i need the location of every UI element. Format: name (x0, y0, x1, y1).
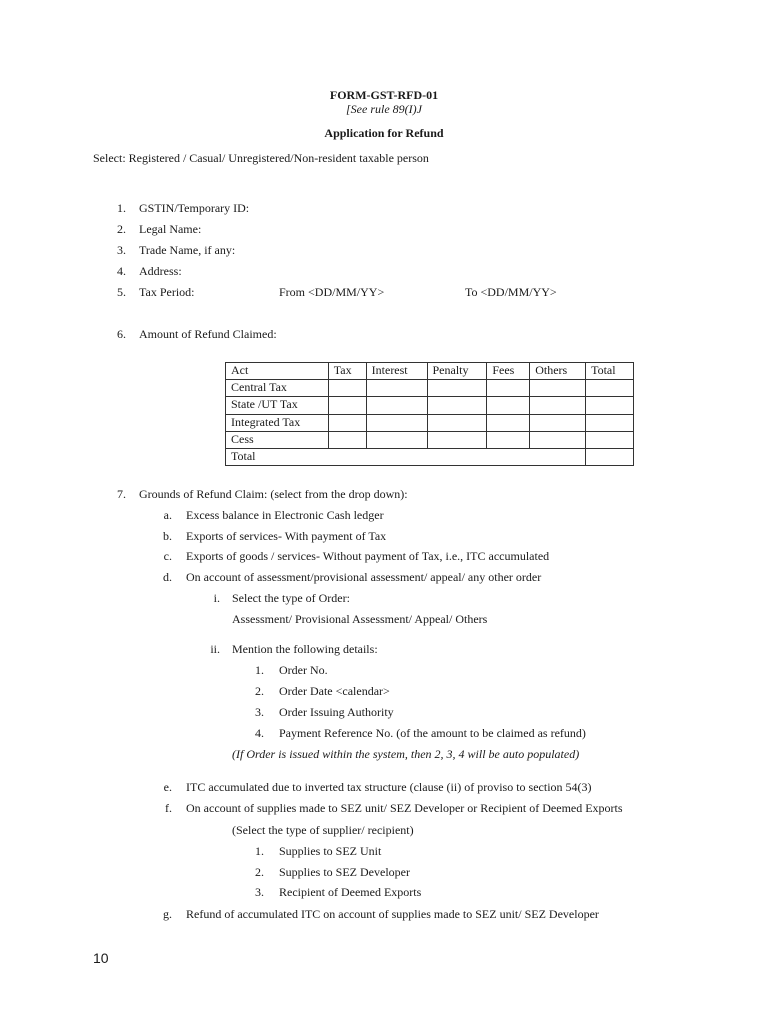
ground-option-c[interactable]: Exports of goods / services- Without payment of Tax, i.e., ITC accumulated (186, 549, 550, 563)
supplier-option-sez-developer[interactable]: Supplies to SEZ Developer (279, 865, 410, 879)
refund-claimed-label: Amount of Refund Claimed: (139, 327, 277, 341)
table-row (226, 380, 634, 397)
trade-name-label: Trade Name, if any: (139, 243, 236, 257)
list-marker: 3. (255, 885, 264, 899)
header-others: Others (530, 363, 586, 380)
tax-period-from: From <DD/MM/YY> (279, 285, 385, 299)
list-marker: ii. (210, 642, 220, 656)
table-cell[interactable] (586, 397, 634, 414)
row-label-cess: Cess (226, 431, 329, 448)
field-number: 7. (117, 487, 126, 501)
table-cell-grand-total[interactable] (586, 448, 634, 465)
order-type-label: Select the type of Order: (232, 591, 350, 605)
ground-option-f[interactable]: On account of supplies made to SEZ unit/ SEZ Developer or Recipient of Deemed Exports (186, 801, 623, 815)
legal-name-label: Legal Name: (139, 222, 202, 236)
ground-option-d[interactable]: On account of assessment/provisional assessment/ appeal/ any other order (186, 570, 542, 584)
table-total-row (226, 448, 634, 465)
table-row (226, 414, 634, 431)
tax-period-label: Tax Period: (139, 285, 195, 299)
header-interest: Interest (366, 363, 427, 380)
row-label-integrated-tax: Integrated Tax (226, 414, 329, 431)
payment-reference-label: Payment Reference No. (of the amount to be claimed as refund) (279, 726, 586, 740)
field-number: 4. (117, 264, 126, 278)
table-row (226, 431, 634, 448)
form-id: FORM-GST-RFD-01 (329, 88, 439, 102)
tax-period-to: To <DD/MM/YY> (465, 285, 557, 299)
supplier-option-deemed-exports[interactable]: Recipient of Deemed Exports (279, 885, 422, 899)
ground-option-e[interactable]: ITC accumulated due to inverted tax structure (clause (ii) of proviso to section 54(3) (186, 780, 592, 794)
table-cell[interactable] (328, 431, 366, 448)
ground-option-a[interactable]: Excess balance in Electronic Cash ledger (186, 508, 384, 522)
field-number: 1. (117, 201, 126, 215)
list-marker: a. (163, 508, 172, 522)
field-number: 5. (117, 285, 126, 299)
list-marker: e. (163, 780, 172, 794)
table-cell[interactable] (427, 431, 487, 448)
list-marker: g. (163, 907, 172, 921)
list-marker: 1. (255, 844, 264, 858)
order-details-label: Mention the following details: (232, 642, 378, 656)
select-line: Select: Registered / Casual/ Unregistered/Non-resident taxable person (93, 151, 429, 165)
list-marker: d. (163, 570, 172, 584)
row-label-total: Total (226, 448, 586, 465)
table-row (226, 397, 634, 414)
table-cell[interactable] (586, 380, 634, 397)
table-cell[interactable] (586, 431, 634, 448)
header-fees: Fees (487, 363, 530, 380)
list-marker: 4. (255, 726, 264, 740)
order-authority-label: Order Issuing Authority (279, 705, 394, 719)
table-cell[interactable] (427, 380, 487, 397)
table-header-row (226, 363, 634, 380)
rule-reference: [See rule 89(I)J (346, 102, 422, 116)
page-number: 10 (93, 950, 109, 966)
form-title: Application for Refund (324, 126, 444, 140)
table-cell[interactable] (530, 431, 586, 448)
table-cell[interactable] (366, 380, 427, 397)
header-act: Act (226, 363, 329, 380)
list-marker: i. (213, 591, 220, 605)
list-marker: 2. (255, 865, 264, 879)
order-no-label: Order No. (279, 663, 328, 677)
field-number: 3. (117, 243, 126, 257)
supplier-type-label: (Select the type of supplier/ recipient) (232, 823, 414, 837)
header-tax: Tax (328, 363, 366, 380)
table-cell[interactable] (586, 414, 634, 431)
auto-populate-note: (If Order is issued within the system, then 2, 3, 4 will be auto populated) (232, 747, 580, 761)
header-penalty: Penalty (427, 363, 487, 380)
table-cell[interactable] (427, 397, 487, 414)
supplier-option-sez-unit[interactable]: Supplies to SEZ Unit (279, 844, 382, 858)
address-label: Address: (139, 264, 182, 278)
row-label-state-ut-tax: State /UT Tax (226, 397, 329, 414)
table-cell[interactable] (366, 431, 427, 448)
table-cell[interactable] (530, 380, 586, 397)
table-cell[interactable] (530, 414, 586, 431)
table-cell[interactable] (530, 397, 586, 414)
gstin-label: GSTIN/Temporary ID: (139, 201, 250, 215)
table-cell[interactable] (487, 431, 530, 448)
table-cell[interactable] (366, 414, 427, 431)
order-type-options[interactable]: Assessment/ Provisional Assessment/ Appeal/ Others (232, 612, 488, 626)
table-cell[interactable] (328, 414, 366, 431)
table-cell[interactable] (366, 397, 427, 414)
ground-option-g[interactable]: Refund of accumulated ITC on account of supplies made to SEZ unit/ SEZ Developer (186, 907, 599, 921)
table-cell[interactable] (328, 397, 366, 414)
table-cell[interactable] (328, 380, 366, 397)
grounds-label: Grounds of Refund Claim: (select from the drop down): (139, 487, 408, 501)
ground-option-b[interactable]: Exports of services- With payment of Tax (186, 529, 387, 543)
order-date-label: Order Date <calendar> (279, 684, 390, 698)
table-cell[interactable] (487, 397, 530, 414)
list-marker: c. (163, 549, 172, 563)
field-number: 2. (117, 222, 126, 236)
list-marker: f. (165, 801, 172, 815)
table-cell[interactable] (487, 380, 530, 397)
list-marker: 3. (255, 705, 264, 719)
table-cell[interactable] (427, 414, 487, 431)
list-marker: 1. (255, 663, 264, 677)
list-marker: 2. (255, 684, 264, 698)
row-label-central-tax: Central Tax (226, 380, 329, 397)
refund-amount-table (225, 362, 634, 466)
field-number: 6. (117, 327, 126, 341)
table-cell[interactable] (487, 414, 530, 431)
list-marker: b. (163, 529, 172, 543)
header-total: Total (586, 363, 634, 380)
